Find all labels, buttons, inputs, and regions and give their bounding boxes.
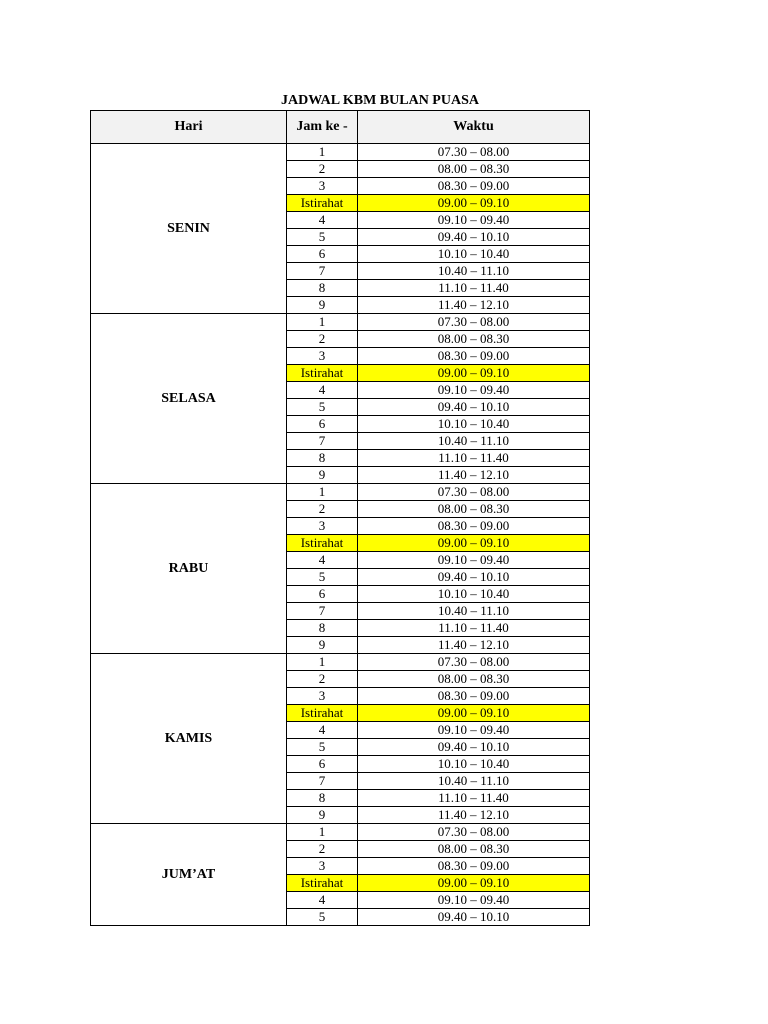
day-cell: SELASA — [91, 314, 287, 484]
time-cell: 08.30 – 09.00 — [358, 518, 590, 535]
time-cell: 11.40 – 12.10 — [358, 807, 590, 824]
header-time: Waktu — [358, 111, 590, 144]
time-cell: 11.40 – 12.10 — [358, 467, 590, 484]
time-cell: 11.10 – 11.40 — [358, 790, 590, 807]
time-cell: 08.30 – 09.00 — [358, 178, 590, 195]
table-row — [91, 484, 590, 501]
time-cell: 07.30 – 08.00 — [358, 654, 590, 671]
break-label-cell: Istirahat — [287, 875, 358, 892]
table-body — [91, 144, 590, 926]
table-row — [91, 314, 590, 331]
slot-cell: 9 — [287, 297, 358, 314]
slot-cell: 1 — [287, 314, 358, 331]
slot-cell: 7 — [287, 603, 358, 620]
break-label-cell: Istirahat — [287, 535, 358, 552]
time-cell: 11.40 – 12.10 — [358, 297, 590, 314]
slot-cell: 6 — [287, 246, 358, 263]
slot-cell: 5 — [287, 399, 358, 416]
time-cell: 07.30 – 08.00 — [358, 824, 590, 841]
slot-cell: 3 — [287, 518, 358, 535]
schedule-table — [90, 110, 590, 926]
break-label-cell: Istirahat — [287, 195, 358, 212]
time-cell: 07.30 – 08.00 — [358, 144, 590, 161]
time-cell: 08.00 – 08.30 — [358, 671, 590, 688]
time-cell: 08.00 – 08.30 — [358, 331, 590, 348]
table-row — [91, 824, 590, 841]
slot-cell: 3 — [287, 178, 358, 195]
time-cell: 10.10 – 10.40 — [358, 756, 590, 773]
slot-cell: 2 — [287, 671, 358, 688]
time-cell: 08.00 – 08.30 — [358, 841, 590, 858]
time-cell: 09.40 – 10.10 — [358, 909, 590, 926]
page-title — [0, 92, 768, 110]
time-cell: 09.40 – 10.10 — [358, 569, 590, 586]
slot-cell: 7 — [287, 773, 358, 790]
time-cell: 09.10 – 09.40 — [358, 722, 590, 739]
slot-cell: 3 — [287, 688, 358, 705]
table-header — [91, 111, 590, 144]
slot-cell: 4 — [287, 722, 358, 739]
slot-cell: 8 — [287, 790, 358, 807]
time-cell: 11.10 – 11.40 — [358, 620, 590, 637]
time-cell: 10.40 – 11.10 — [358, 773, 590, 790]
day-cell: KAMIS — [91, 654, 287, 824]
time-cell: 08.30 – 09.00 — [358, 688, 590, 705]
time-cell: 08.30 – 09.00 — [358, 348, 590, 365]
slot-cell: 6 — [287, 416, 358, 433]
header-row — [91, 111, 590, 144]
slot-cell: 4 — [287, 212, 358, 229]
time-cell: 11.10 – 11.40 — [358, 280, 590, 297]
time-cell: 10.10 – 10.40 — [358, 586, 590, 603]
day-cell: SENIN — [91, 144, 287, 314]
slot-cell: 4 — [287, 892, 358, 909]
title-text: JADWAL KBM BULAN PUASA — [281, 93, 479, 108]
time-cell: 09.00 – 09.10 — [358, 365, 590, 382]
slot-cell: 9 — [287, 637, 358, 654]
slot-cell: 7 — [287, 433, 358, 450]
slot-cell: 1 — [287, 144, 358, 161]
time-cell: 09.10 – 09.40 — [358, 892, 590, 909]
time-cell: 07.30 – 08.00 — [358, 314, 590, 331]
slot-cell: 6 — [287, 756, 358, 773]
slot-cell: 6 — [287, 586, 358, 603]
slot-cell: 2 — [287, 841, 358, 858]
time-cell: 09.10 – 09.40 — [358, 382, 590, 399]
time-cell: 10.40 – 11.10 — [358, 603, 590, 620]
table-row — [91, 654, 590, 671]
time-cell: 09.00 – 09.10 — [358, 535, 590, 552]
slot-cell: 3 — [287, 348, 358, 365]
slot-cell: 8 — [287, 620, 358, 637]
slot-cell: 4 — [287, 382, 358, 399]
slot-cell: 5 — [287, 739, 358, 756]
break-label-cell: Istirahat — [287, 365, 358, 382]
table-row — [91, 144, 590, 161]
time-cell: 09.40 – 10.10 — [358, 399, 590, 416]
slot-cell: 5 — [287, 909, 358, 926]
time-cell: 08.00 – 08.30 — [358, 501, 590, 518]
time-cell: 11.40 – 12.10 — [358, 637, 590, 654]
break-label-cell: Istirahat — [287, 705, 358, 722]
slot-cell: 1 — [287, 654, 358, 671]
time-cell: 09.10 – 09.40 — [358, 212, 590, 229]
slot-cell: 1 — [287, 484, 358, 501]
time-cell: 10.10 – 10.40 — [358, 416, 590, 433]
time-cell: 09.00 – 09.10 — [358, 195, 590, 212]
day-cell: JUM’AT — [91, 824, 287, 926]
time-cell: 10.40 – 11.10 — [358, 263, 590, 280]
slot-cell: 4 — [287, 552, 358, 569]
slot-cell: 9 — [287, 467, 358, 484]
slot-cell: 8 — [287, 280, 358, 297]
slot-cell: 2 — [287, 331, 358, 348]
time-cell: 09.00 – 09.10 — [358, 705, 590, 722]
slot-cell: 2 — [287, 501, 358, 518]
time-cell: 08.00 – 08.30 — [358, 161, 590, 178]
header-day: Hari — [91, 111, 287, 144]
time-cell: 09.10 – 09.40 — [358, 552, 590, 569]
slot-cell: 5 — [287, 569, 358, 586]
slot-cell: 5 — [287, 229, 358, 246]
time-cell: 11.10 – 11.40 — [358, 450, 590, 467]
time-cell: 10.40 – 11.10 — [358, 433, 590, 450]
time-cell: 09.40 – 10.10 — [358, 739, 590, 756]
slot-cell: 2 — [287, 161, 358, 178]
time-cell: 09.40 – 10.10 — [358, 229, 590, 246]
slot-cell: 7 — [287, 263, 358, 280]
day-cell: RABU — [91, 484, 287, 654]
slot-cell: 9 — [287, 807, 358, 824]
time-cell: 07.30 – 08.00 — [358, 484, 590, 501]
slot-cell: 8 — [287, 450, 358, 467]
time-cell: 09.00 – 09.10 — [358, 875, 590, 892]
header-slot: Jam ke - — [287, 111, 358, 144]
slot-cell: 1 — [287, 824, 358, 841]
time-cell: 10.10 – 10.40 — [358, 246, 590, 263]
slot-cell: 3 — [287, 858, 358, 875]
time-cell: 08.30 – 09.00 — [358, 858, 590, 875]
